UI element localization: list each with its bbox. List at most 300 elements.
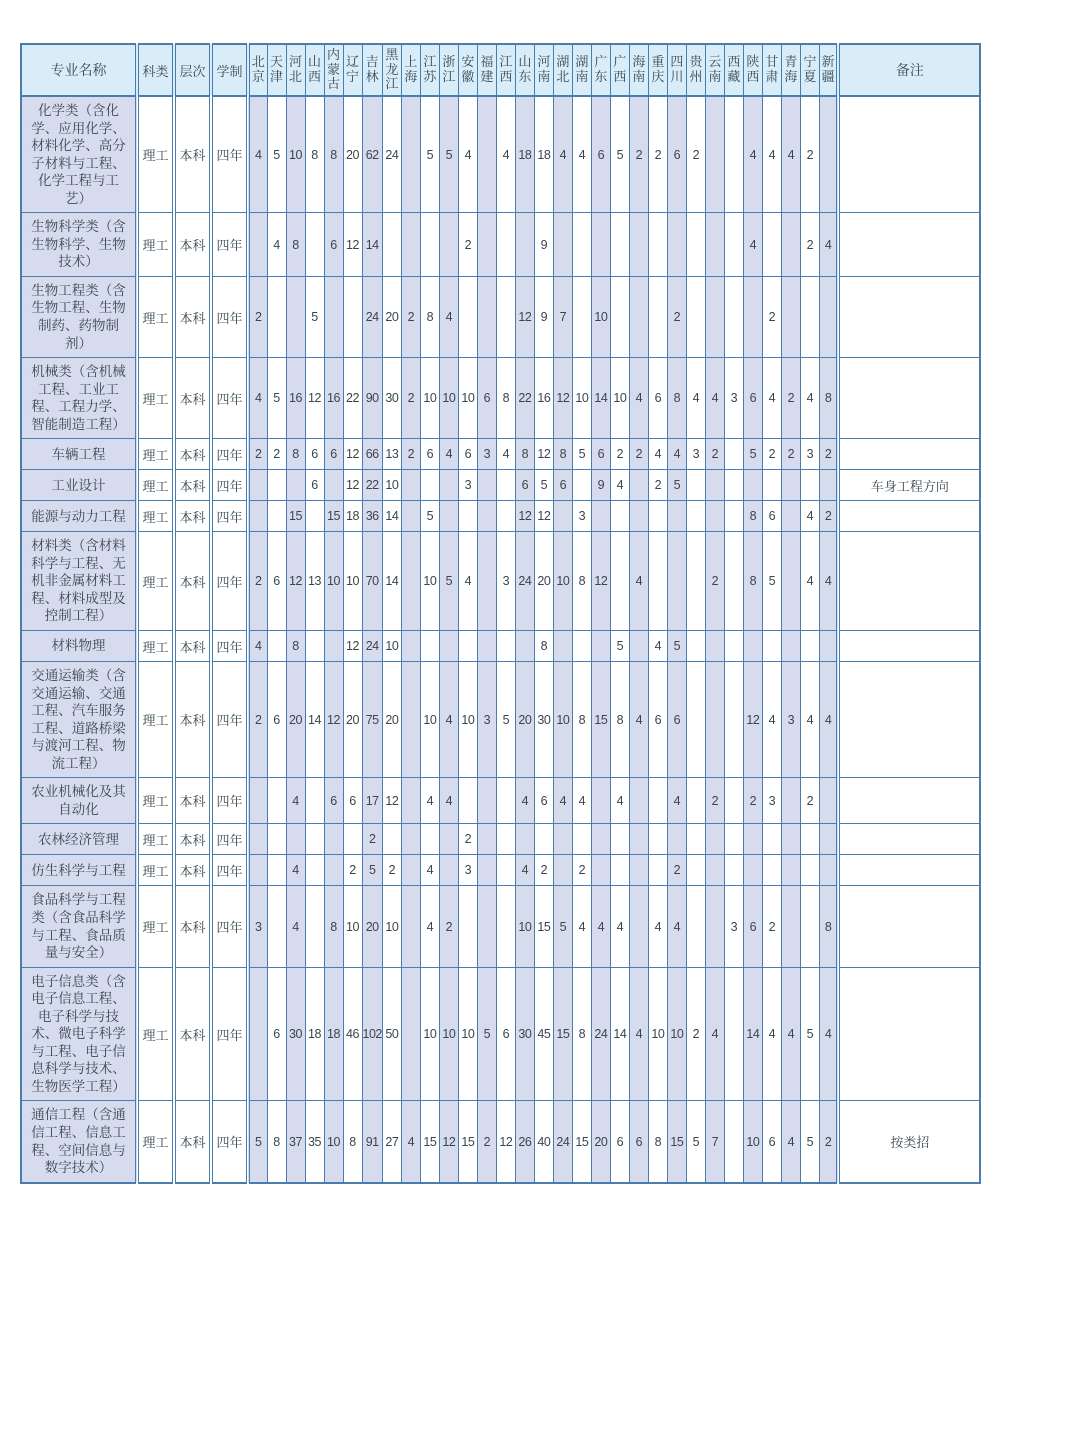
value-cell <box>286 824 305 855</box>
value-cell <box>439 855 458 886</box>
value-cell: 4 <box>496 96 515 213</box>
value-cell: 2 <box>572 855 591 886</box>
value-cell: 30 <box>382 358 401 439</box>
value-cell <box>648 532 667 631</box>
col-header-category: 科类 <box>137 44 174 96</box>
value-cell <box>458 886 477 967</box>
table-row <box>21 213 980 277</box>
value-cell: 4 <box>762 96 781 213</box>
value-cell: 9 <box>591 470 610 501</box>
col-header-province: 河南 <box>534 44 553 96</box>
value-cell <box>743 855 762 886</box>
remark-cell <box>838 358 980 439</box>
value-cell <box>705 662 724 778</box>
value-cell: 4 <box>705 358 724 439</box>
value-cell: 10 <box>382 886 401 967</box>
value-cell <box>324 631 343 662</box>
value-cell <box>324 276 343 357</box>
value-cell <box>591 213 610 277</box>
value-cell <box>686 532 705 631</box>
value-cell <box>420 824 439 855</box>
value-cell: 15 <box>420 1101 439 1183</box>
value-cell: 2 <box>629 439 648 470</box>
value-cell: 20 <box>343 96 362 213</box>
value-cell: 102 <box>362 967 382 1101</box>
value-cell: 13 <box>305 532 324 631</box>
col-header-province: 山西 <box>305 44 324 96</box>
remark-cell <box>838 631 980 662</box>
value-cell: 10 <box>324 1101 343 1183</box>
value-cell <box>743 276 762 357</box>
major-name-cell: 车辆工程 <box>21 439 137 470</box>
value-cell: 4 <box>648 439 667 470</box>
value-cell <box>458 276 477 357</box>
duration-cell: 四年 <box>211 276 248 357</box>
value-cell: 15 <box>324 501 343 532</box>
col-header-province: 湖南 <box>572 44 591 96</box>
value-cell: 13 <box>382 439 401 470</box>
value-cell: 14 <box>382 532 401 631</box>
value-cell: 12 <box>343 213 362 277</box>
value-cell: 12 <box>515 501 534 532</box>
value-cell <box>591 855 610 886</box>
value-cell: 4 <box>248 631 267 662</box>
table-body <box>21 96 980 1183</box>
value-cell <box>819 824 838 855</box>
value-cell <box>610 855 629 886</box>
value-cell <box>629 855 648 886</box>
value-cell: 12 <box>553 358 572 439</box>
value-cell: 2 <box>819 439 838 470</box>
value-cell <box>515 631 534 662</box>
level-cell: 本科 <box>174 824 211 855</box>
value-cell: 12 <box>591 532 610 631</box>
remark-cell <box>838 886 980 967</box>
value-cell: 6 <box>553 470 572 501</box>
value-cell: 2 <box>648 96 667 213</box>
value-cell <box>648 276 667 357</box>
value-cell <box>420 470 439 501</box>
value-cell: 2 <box>667 855 686 886</box>
value-cell: 20 <box>343 662 362 778</box>
value-cell: 5 <box>610 96 629 213</box>
value-cell <box>781 276 800 357</box>
col-header-province: 吉林 <box>362 44 382 96</box>
value-cell: 30 <box>515 967 534 1101</box>
value-cell <box>591 778 610 824</box>
value-cell: 6 <box>762 1101 781 1183</box>
table-row <box>21 855 980 886</box>
value-cell <box>724 778 743 824</box>
category-cell: 理工 <box>137 855 174 886</box>
value-cell <box>724 276 743 357</box>
value-cell: 10 <box>382 631 401 662</box>
value-cell: 5 <box>553 886 572 967</box>
value-cell <box>477 886 496 967</box>
value-cell <box>305 631 324 662</box>
value-cell <box>724 213 743 277</box>
value-cell: 8 <box>743 532 762 631</box>
value-cell: 15 <box>286 501 305 532</box>
remark-cell <box>838 824 980 855</box>
value-cell <box>267 886 286 967</box>
value-cell <box>286 276 305 357</box>
value-cell <box>401 662 420 778</box>
col-header-province: 内蒙古 <box>324 44 343 96</box>
value-cell: 2 <box>382 855 401 886</box>
value-cell <box>324 855 343 886</box>
value-cell: 5 <box>762 532 781 631</box>
value-cell: 4 <box>781 96 800 213</box>
value-cell: 8 <box>267 1101 286 1183</box>
value-cell: 9 <box>534 213 553 277</box>
value-cell: 14 <box>382 501 401 532</box>
value-cell: 3 <box>477 439 496 470</box>
value-cell: 8 <box>572 967 591 1101</box>
value-cell: 15 <box>572 1101 591 1183</box>
value-cell: 2 <box>705 532 724 631</box>
value-cell: 2 <box>343 855 362 886</box>
value-cell: 6 <box>267 967 286 1101</box>
value-cell: 6 <box>667 96 686 213</box>
value-cell: 6 <box>648 662 667 778</box>
value-cell <box>819 96 838 213</box>
category-cell: 理工 <box>137 824 174 855</box>
category-cell: 理工 <box>137 778 174 824</box>
value-cell: 2 <box>762 439 781 470</box>
value-cell: 40 <box>534 1101 553 1183</box>
value-cell: 10 <box>382 470 401 501</box>
value-cell: 8 <box>610 662 629 778</box>
value-cell: 20 <box>286 662 305 778</box>
value-cell: 6 <box>515 470 534 501</box>
value-cell <box>724 96 743 213</box>
level-cell: 本科 <box>174 631 211 662</box>
value-cell <box>591 824 610 855</box>
table-row <box>21 1101 980 1183</box>
remark-cell <box>838 662 980 778</box>
value-cell: 10 <box>667 967 686 1101</box>
value-cell <box>724 1101 743 1183</box>
value-cell: 8 <box>324 886 343 967</box>
value-cell: 12 <box>286 532 305 631</box>
value-cell: 5 <box>362 855 382 886</box>
value-cell: 24 <box>591 967 610 1101</box>
value-cell <box>401 967 420 1101</box>
col-header-province: 广西 <box>610 44 629 96</box>
value-cell: 4 <box>439 276 458 357</box>
value-cell: 4 <box>572 886 591 967</box>
value-cell <box>610 824 629 855</box>
value-cell <box>610 213 629 277</box>
value-cell: 10 <box>515 886 534 967</box>
value-cell: 50 <box>382 967 401 1101</box>
value-cell: 2 <box>362 824 382 855</box>
value-cell <box>610 276 629 357</box>
value-cell <box>382 824 401 855</box>
value-cell: 2 <box>648 470 667 501</box>
value-cell: 2 <box>248 439 267 470</box>
col-header-province: 四川 <box>667 44 686 96</box>
value-cell: 4 <box>686 358 705 439</box>
value-cell: 4 <box>515 855 534 886</box>
value-cell <box>553 501 572 532</box>
value-cell: 4 <box>553 778 572 824</box>
value-cell: 3 <box>781 662 800 778</box>
value-cell: 4 <box>819 967 838 1101</box>
admission-plan-table <box>20 43 981 1184</box>
table-row <box>21 631 980 662</box>
value-cell <box>667 532 686 631</box>
value-cell <box>781 532 800 631</box>
value-cell: 2 <box>248 662 267 778</box>
col-header-province: 福建 <box>477 44 496 96</box>
value-cell <box>667 213 686 277</box>
value-cell: 17 <box>362 778 382 824</box>
remark-cell <box>838 439 980 470</box>
value-cell: 10 <box>610 358 629 439</box>
value-cell: 5 <box>667 631 686 662</box>
value-cell: 10 <box>343 886 362 967</box>
level-cell: 本科 <box>174 886 211 967</box>
value-cell <box>629 824 648 855</box>
value-cell: 5 <box>267 96 286 213</box>
value-cell: 10 <box>420 967 439 1101</box>
value-cell: 6 <box>648 358 667 439</box>
value-cell <box>610 532 629 631</box>
value-cell <box>686 276 705 357</box>
table-row <box>21 501 980 532</box>
value-cell <box>401 886 420 967</box>
value-cell: 20 <box>382 662 401 778</box>
value-cell: 22 <box>362 470 382 501</box>
value-cell <box>401 213 420 277</box>
value-cell: 15 <box>591 662 610 778</box>
value-cell <box>401 501 420 532</box>
value-cell: 2 <box>800 96 819 213</box>
value-cell: 10 <box>420 532 439 631</box>
value-cell <box>248 855 267 886</box>
col-header-province: 云南 <box>705 44 724 96</box>
value-cell: 3 <box>686 439 705 470</box>
value-cell: 24 <box>553 1101 572 1183</box>
value-cell <box>819 855 838 886</box>
value-cell <box>800 470 819 501</box>
value-cell: 2 <box>743 778 762 824</box>
value-cell: 8 <box>648 1101 667 1183</box>
value-cell: 4 <box>439 439 458 470</box>
major-name-cell: 食品科学与工程类（含食品科学与工程、食品质量与安全） <box>21 886 137 967</box>
value-cell: 5 <box>420 96 439 213</box>
value-cell: 14 <box>743 967 762 1101</box>
value-cell <box>724 967 743 1101</box>
value-cell: 2 <box>610 439 629 470</box>
value-cell: 4 <box>458 532 477 631</box>
value-cell: 4 <box>286 855 305 886</box>
level-cell: 本科 <box>174 501 211 532</box>
value-cell: 24 <box>362 276 382 357</box>
value-cell <box>781 824 800 855</box>
value-cell <box>629 778 648 824</box>
value-cell <box>401 532 420 631</box>
value-cell: 12 <box>382 778 401 824</box>
value-cell <box>496 855 515 886</box>
category-cell: 理工 <box>137 276 174 357</box>
col-header-duration: 学制 <box>211 44 248 96</box>
value-cell <box>610 501 629 532</box>
value-cell: 14 <box>305 662 324 778</box>
major-name-cell: 通信工程（含通信工程、信息工程、空间信息与数字技术） <box>21 1101 137 1183</box>
value-cell: 16 <box>324 358 343 439</box>
value-cell <box>762 470 781 501</box>
value-cell: 6 <box>534 778 553 824</box>
value-cell: 2 <box>781 358 800 439</box>
remark-cell <box>838 778 980 824</box>
value-cell: 5 <box>686 1101 705 1183</box>
value-cell: 2 <box>458 213 477 277</box>
value-cell <box>819 276 838 357</box>
value-cell: 8 <box>572 532 591 631</box>
value-cell: 8 <box>324 96 343 213</box>
value-cell: 37 <box>286 1101 305 1183</box>
value-cell <box>781 631 800 662</box>
value-cell <box>401 96 420 213</box>
value-cell: 4 <box>496 439 515 470</box>
value-cell: 4 <box>286 778 305 824</box>
value-cell: 45 <box>534 967 553 1101</box>
remark-cell <box>838 96 980 213</box>
value-cell: 8 <box>572 662 591 778</box>
value-cell: 22 <box>515 358 534 439</box>
major-name-cell: 农业机械化及其自动化 <box>21 778 137 824</box>
major-name-cell: 化学类（含化学、应用化学、材料化学、高分子材料与工程、化学工程与工艺） <box>21 96 137 213</box>
value-cell: 10 <box>420 358 439 439</box>
value-cell: 4 <box>819 662 838 778</box>
value-cell <box>800 631 819 662</box>
value-cell: 62 <box>362 96 382 213</box>
value-cell <box>724 855 743 886</box>
value-cell: 10 <box>439 358 458 439</box>
level-cell: 本科 <box>174 662 211 778</box>
value-cell: 8 <box>819 358 838 439</box>
value-cell <box>477 855 496 886</box>
value-cell: 4 <box>762 967 781 1101</box>
value-cell: 6 <box>762 501 781 532</box>
duration-cell: 四年 <box>211 439 248 470</box>
major-name-cell: 机械类（含机械工程、工业工程、工程力学、智能制造工程） <box>21 358 137 439</box>
value-cell <box>267 824 286 855</box>
value-cell: 8 <box>515 439 534 470</box>
value-cell: 4 <box>667 778 686 824</box>
value-cell <box>819 631 838 662</box>
col-header-province: 海南 <box>629 44 648 96</box>
value-cell: 5 <box>534 470 553 501</box>
value-cell: 4 <box>800 532 819 631</box>
value-cell: 46 <box>343 967 362 1101</box>
remark-cell: 车身工程方向 <box>838 470 980 501</box>
value-cell: 6 <box>743 886 762 967</box>
value-cell <box>724 824 743 855</box>
value-cell <box>267 501 286 532</box>
value-cell <box>477 778 496 824</box>
value-cell: 8 <box>286 439 305 470</box>
value-cell: 5 <box>610 631 629 662</box>
value-cell <box>496 631 515 662</box>
value-cell: 4 <box>286 886 305 967</box>
value-cell <box>724 631 743 662</box>
value-cell <box>667 501 686 532</box>
value-cell <box>648 213 667 277</box>
category-cell: 理工 <box>137 662 174 778</box>
table-row <box>21 778 980 824</box>
value-cell: 4 <box>819 213 838 277</box>
remark-cell <box>838 213 980 277</box>
value-cell <box>248 778 267 824</box>
value-cell: 8 <box>743 501 762 532</box>
category-cell: 理工 <box>137 501 174 532</box>
col-header-province: 湖北 <box>553 44 572 96</box>
value-cell <box>819 470 838 501</box>
value-cell: 4 <box>610 470 629 501</box>
value-cell: 15 <box>534 886 553 967</box>
value-cell: 2 <box>267 439 286 470</box>
value-cell: 75 <box>362 662 382 778</box>
value-cell <box>553 855 572 886</box>
value-cell: 4 <box>629 532 648 631</box>
value-cell <box>401 824 420 855</box>
value-cell <box>686 886 705 967</box>
value-cell: 10 <box>343 532 362 631</box>
value-cell: 4 <box>648 631 667 662</box>
value-cell: 30 <box>286 967 305 1101</box>
value-cell <box>648 824 667 855</box>
value-cell: 3 <box>477 662 496 778</box>
value-cell: 2 <box>477 1101 496 1183</box>
value-cell <box>648 501 667 532</box>
value-cell <box>248 824 267 855</box>
value-cell: 5 <box>420 501 439 532</box>
value-cell: 8 <box>534 631 553 662</box>
col-header-province: 河北 <box>286 44 305 96</box>
value-cell <box>629 213 648 277</box>
value-cell: 6 <box>343 778 362 824</box>
value-cell <box>267 276 286 357</box>
value-cell: 4 <box>420 855 439 886</box>
value-cell <box>458 778 477 824</box>
value-cell: 3 <box>572 501 591 532</box>
value-cell <box>724 501 743 532</box>
value-cell <box>420 213 439 277</box>
value-cell: 3 <box>724 358 743 439</box>
category-cell: 理工 <box>137 1101 174 1183</box>
value-cell <box>324 470 343 501</box>
value-cell <box>477 213 496 277</box>
value-cell: 2 <box>439 886 458 967</box>
value-cell <box>496 213 515 277</box>
col-header-province: 安徽 <box>458 44 477 96</box>
col-header-province: 甘肃 <box>762 44 781 96</box>
value-cell: 15 <box>667 1101 686 1183</box>
major-name-cell: 能源与动力工程 <box>21 501 137 532</box>
value-cell: 15 <box>458 1101 477 1183</box>
value-cell: 2 <box>819 501 838 532</box>
value-cell: 24 <box>362 631 382 662</box>
value-cell <box>477 276 496 357</box>
col-header-major: 专业名称 <box>21 44 137 96</box>
value-cell <box>305 855 324 886</box>
value-cell: 4 <box>248 96 267 213</box>
value-cell <box>686 824 705 855</box>
